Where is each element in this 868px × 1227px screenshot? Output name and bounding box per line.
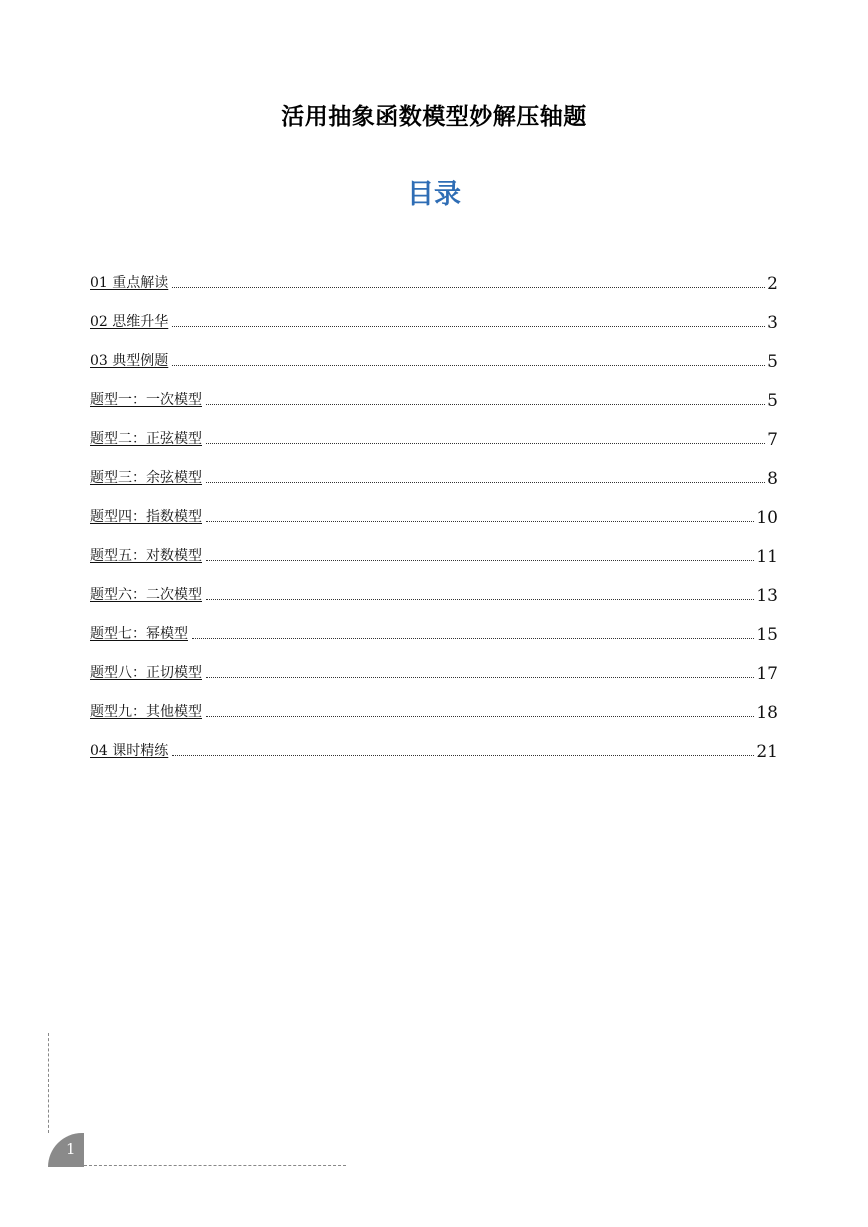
table-of-contents — [90, 255, 778, 762]
toc-entry-label[interactable]: 04 课时精练 — [90, 743, 169, 759]
toc-entry-label[interactable]: 题型三：余弦模型 — [90, 470, 202, 486]
toc-entry-02[interactable] — [90, 294, 778, 333]
toc-entry-page[interactable]: 21 — [756, 742, 778, 762]
dashed-vertical-divider — [48, 1033, 49, 1133]
toc-entry-page[interactable]: 10 — [756, 508, 778, 528]
toc-entry-label[interactable]: 02 思维升华 — [90, 314, 169, 330]
toc-entry-page[interactable]: 11 — [756, 547, 778, 567]
toc-leader-dots — [206, 521, 754, 522]
toc-entry-type-8[interactable] — [90, 645, 778, 684]
toc-leader-dots — [172, 287, 765, 288]
page-number: 1 — [66, 1140, 76, 1158]
page-number-badge — [48, 1133, 84, 1167]
toc-leader-dots — [206, 560, 754, 561]
page-corner-frame — [48, 1033, 348, 1168]
toc-leader-dots — [206, 482, 765, 483]
toc-entry-type-7[interactable] — [90, 606, 778, 645]
toc-leader-dots — [192, 638, 754, 639]
toc-entry-label[interactable]: 03 典型例题 — [90, 353, 169, 369]
toc-leader-dots — [206, 599, 754, 600]
toc-entry-label[interactable]: 题型九：其他模型 — [90, 704, 202, 720]
toc-leader-dots — [172, 755, 754, 756]
toc-entry-page[interactable]: 8 — [767, 469, 778, 489]
toc-entry-page[interactable]: 5 — [767, 352, 778, 372]
toc-entry-01[interactable] — [90, 255, 778, 294]
toc-entry-type-3[interactable] — [90, 450, 778, 489]
toc-entry-page[interactable]: 2 — [767, 274, 778, 294]
toc-leader-dots — [206, 443, 765, 444]
toc-entry-label[interactable]: 题型八：正切模型 — [90, 665, 202, 681]
toc-entry-04[interactable] — [90, 723, 778, 762]
toc-entry-type-9[interactable] — [90, 684, 778, 723]
toc-entry-label[interactable]: 题型一：一次模型 — [90, 392, 202, 408]
dashed-horizontal-divider — [84, 1165, 346, 1166]
toc-entry-label[interactable]: 题型四：指数模型 — [90, 509, 202, 525]
toc-entry-label[interactable]: 题型六：二次模型 — [90, 587, 202, 603]
toc-entry-type-5[interactable] — [90, 528, 778, 567]
toc-entry-label[interactable]: 题型二：正弦模型 — [90, 431, 202, 447]
toc-leader-dots — [172, 326, 765, 327]
toc-entry-label[interactable]: 题型七：幂模型 — [90, 626, 188, 642]
toc-leader-dots — [172, 365, 765, 366]
toc-entry-03[interactable] — [90, 333, 778, 372]
toc-entry-page[interactable]: 5 — [767, 391, 778, 411]
toc-entry-type-1[interactable] — [90, 372, 778, 411]
toc-entry-page[interactable]: 17 — [756, 664, 778, 684]
document-title: 活用抽象函数模型妙解压轴题 — [281, 104, 587, 130]
toc-leader-dots — [206, 677, 754, 678]
toc-entry-page[interactable]: 15 — [756, 625, 778, 645]
toc-heading: 目录 — [407, 179, 461, 210]
toc-leader-dots — [206, 404, 765, 405]
toc-entry-page[interactable]: 13 — [756, 586, 778, 606]
toc-entry-page[interactable]: 7 — [767, 430, 778, 450]
toc-entry-type-4[interactable] — [90, 489, 778, 528]
toc-entry-page[interactable]: 3 — [767, 313, 778, 333]
toc-entry-label[interactable]: 01 重点解读 — [90, 275, 169, 291]
toc-leader-dots — [206, 716, 754, 717]
toc-entry-page[interactable]: 18 — [756, 703, 778, 723]
toc-entry-type-6[interactable] — [90, 567, 778, 606]
toc-entry-type-2[interactable] — [90, 411, 778, 450]
toc-entry-label[interactable]: 题型五：对数模型 — [90, 548, 202, 564]
